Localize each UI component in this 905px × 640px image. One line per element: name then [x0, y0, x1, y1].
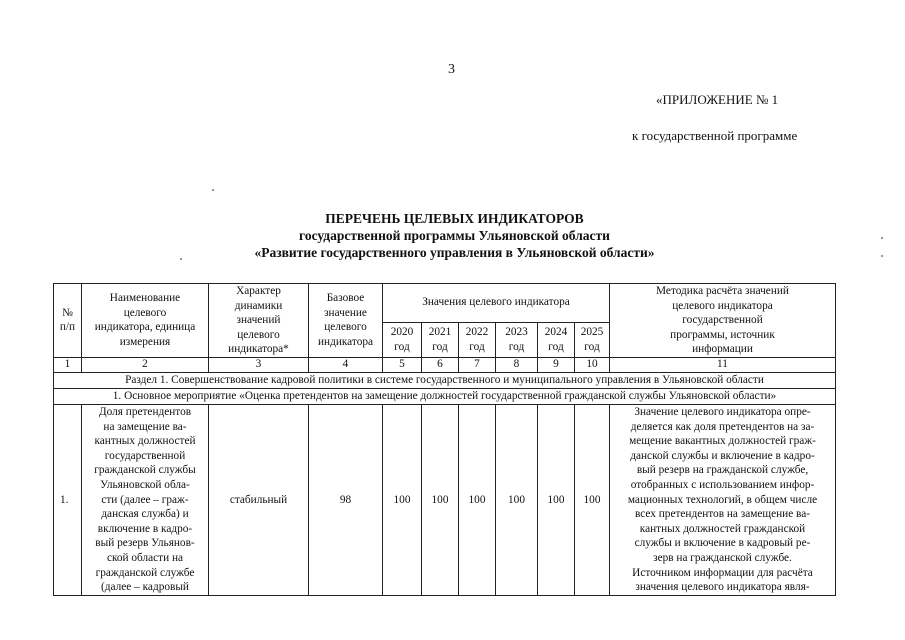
header-dynamics-line: динамики: [234, 299, 283, 312]
title-line-2: государственной программы Ульяновской области: [299, 228, 610, 243]
header-base-line: целевого: [324, 321, 367, 334]
year-label: 2023: [505, 326, 528, 339]
column-number: 7: [459, 357, 496, 372]
year-label: 2021: [428, 326, 452, 339]
title-line-3: «Развитие государственного управления в Ульяновской области»: [254, 245, 655, 260]
page-number: 3: [448, 62, 455, 77]
method-line: деляется как доля претендентов на за-: [630, 420, 815, 433]
header-values-group: Значения целевого индикатора: [383, 284, 610, 323]
header-year: [496, 322, 538, 357]
header-year: [538, 322, 575, 357]
header-method-line: Методика расчёта значений: [656, 285, 789, 297]
header-num-line: №: [62, 306, 73, 319]
column-number: 8: [496, 357, 538, 372]
method-line: данской службы и включение в кадро-: [630, 449, 815, 462]
indicator-name-line: ской области на: [106, 551, 184, 564]
value-2021: 100: [422, 404, 459, 595]
year-unit: год: [508, 340, 525, 353]
header-num: [54, 284, 82, 358]
method-description: [610, 404, 836, 595]
header-method: [610, 284, 836, 358]
indicator-name-line: Ульяновской обла-: [100, 478, 190, 491]
header-dynamics-line: значений: [236, 314, 281, 327]
column-number: 11: [610, 357, 836, 372]
method-line: Значение целевого индикатора опре-: [634, 405, 811, 418]
value-2023: 100: [496, 404, 538, 595]
header-method-line: информации: [692, 343, 753, 356]
indicator-name-line: Доля претендентов: [98, 405, 192, 418]
method-line: мационных технологий, в общем числе: [627, 493, 818, 506]
indicator-name-line: государственной: [104, 449, 186, 462]
header-base-line: значение: [324, 306, 367, 319]
header-num-line: п/п: [59, 321, 76, 334]
method-line: Источником информации для расчёта: [632, 566, 813, 579]
column-number: 9: [538, 357, 575, 372]
column-number: 5: [383, 357, 422, 372]
method-line: всех претендентов на замещение ва-: [635, 508, 810, 521]
dynamics-value: стабильный: [209, 404, 309, 595]
year-label: 2022: [465, 326, 489, 339]
column-number: 6: [422, 357, 459, 372]
method-line: зерв на гражданской службе.: [653, 551, 792, 564]
value-2024: 100: [538, 404, 575, 595]
indicator-name-line: на замещение ва-: [103, 420, 187, 433]
header-name: [82, 284, 209, 358]
indicator-name-line: сти (далее – граж-: [101, 493, 189, 506]
scan-speck: [180, 258, 182, 260]
event-title: 1. Основное мероприятие «Оценка претендентов на замещение должностей государственной гражданской службы Ульяновской области»: [54, 388, 836, 404]
header-name-line: Наименование: [109, 292, 181, 305]
indicator-name-line: гражданской службе: [95, 566, 195, 579]
year-unit: год: [584, 340, 600, 353]
header-year: [383, 322, 422, 357]
value-2020: 100: [383, 404, 422, 595]
year-unit: год: [394, 340, 410, 353]
header-year: [575, 322, 610, 357]
indicator-name-line: гражданской службы: [94, 464, 196, 477]
scan-speck: [881, 237, 883, 239]
header-year: [459, 322, 496, 357]
row-number: 1.: [54, 404, 82, 595]
appendix-label: «ПРИЛОЖЕНИЕ № 1: [656, 92, 779, 107]
year-label: 2020: [390, 326, 414, 339]
method-line: отобранных с использованием инфор-: [630, 478, 815, 491]
header-base-line: Базовое: [326, 292, 365, 305]
column-number: 4: [309, 357, 383, 372]
column-number: 10: [575, 357, 610, 372]
year-label: 2025: [580, 326, 604, 339]
column-number: 1: [54, 357, 82, 372]
title-line-1: ПЕРЕЧЕНЬ ЦЕЛЕВЫХ ИНДИКАТОРОВ: [325, 211, 584, 226]
header-year: [422, 322, 459, 357]
header-dynamics-line: целевого: [237, 328, 280, 341]
document-title: [0, 210, 905, 261]
column-number: 3: [209, 357, 309, 372]
header-dynamics-line: индикатора*: [228, 343, 289, 356]
indicator-name-line: данская служба) и: [101, 508, 189, 521]
indicator-name-line: включение в кадро-: [97, 522, 193, 535]
year-unit: год: [432, 340, 448, 353]
value-2022: 100: [459, 404, 496, 595]
header-name-line: индикатора, единица: [94, 321, 196, 334]
method-line: вый резерв на гражданской службе,: [636, 464, 809, 477]
indicator-name-line: кантных должностей: [94, 435, 196, 448]
header-method-line: государственной: [682, 314, 763, 327]
indicator-name-line: (далее – кадровый: [101, 581, 189, 594]
scan-speck: [212, 189, 214, 191]
table-row: [54, 404, 836, 595]
column-number: 2: [82, 357, 209, 372]
header-name-line: целевого: [123, 306, 167, 319]
method-line: мещение вакантных должностей граж-: [629, 435, 816, 448]
year-unit: год: [469, 340, 485, 353]
header-name-line: измерения: [119, 336, 171, 349]
value-2025: 100: [575, 404, 610, 595]
base-value: 98: [309, 404, 383, 595]
header-base: [309, 284, 383, 358]
section-title: Раздел 1. Совершенствование кадровой политики в системе государственного и муниципального управления в Ульяновской области: [54, 372, 836, 388]
year-label: 2024: [544, 326, 568, 339]
method-line: службы и включение в кадровый ре-: [634, 537, 811, 550]
method-line: кантных должностей гражданской: [639, 522, 806, 535]
header-dynamics: [209, 284, 309, 358]
header-dynamics-line: Характер: [236, 285, 281, 297]
header-base-line: индикатора: [317, 336, 374, 349]
indicator-name: [82, 404, 209, 595]
indicator-name-line: вый резерв Ульянов-: [95, 537, 195, 550]
scan-speck: [881, 255, 883, 257]
header-method-line: целевого индикатора: [672, 299, 773, 312]
indicators-table: [53, 283, 836, 596]
year-unit: год: [548, 340, 564, 353]
header-method-line: программы, источник: [670, 328, 775, 341]
program-reference: к государственной программе: [632, 128, 798, 143]
method-line: значения целевого индикатора явля-: [635, 581, 810, 594]
